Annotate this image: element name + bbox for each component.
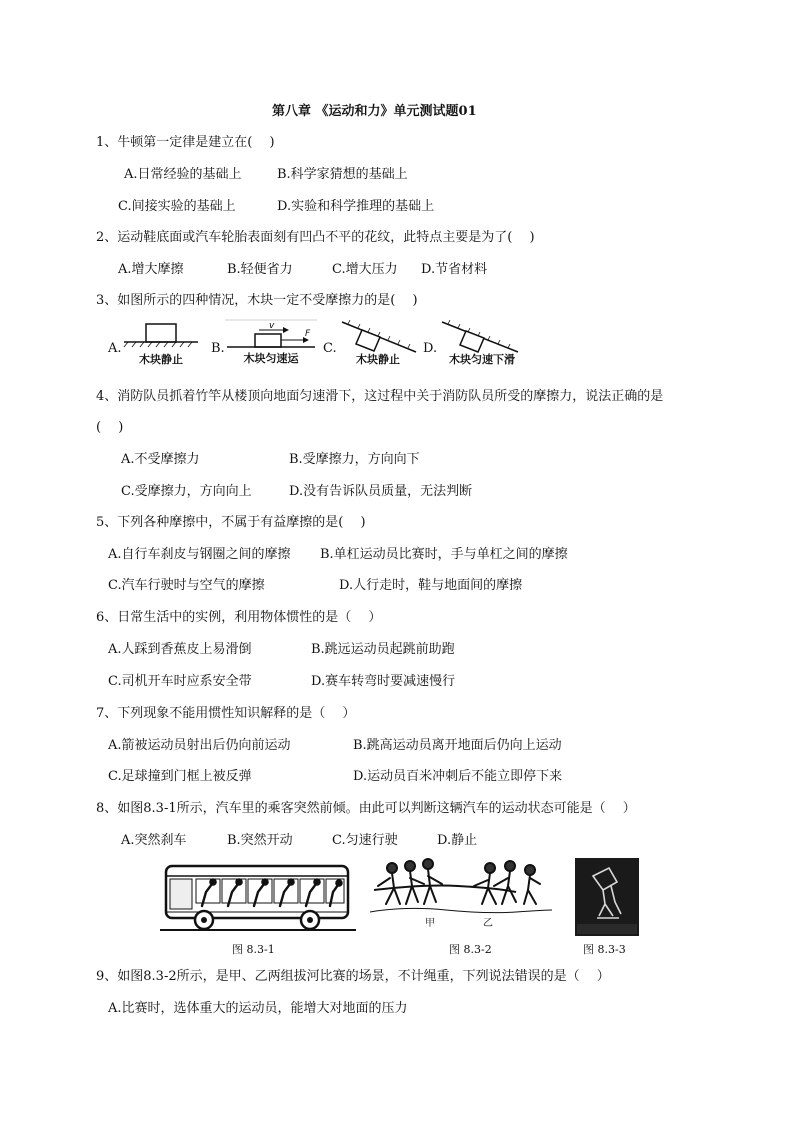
question-4-stem-paren: ( ) bbox=[96, 420, 124, 435]
question-3-option-a: A. bbox=[108, 341, 122, 356]
question-5-option-c: C.汽车行驶时与空气的摩擦 bbox=[108, 578, 265, 593]
question-3-option-b: B. bbox=[211, 341, 225, 356]
question-2-option-b: B.轻便省力 bbox=[227, 262, 293, 277]
block-sliding-incline-figure bbox=[436, 318, 528, 368]
velocity-label: v bbox=[269, 321, 275, 331]
question-4-option-b: B.受摩擦力，方向向下 bbox=[289, 452, 420, 467]
question-1-option-a: A.日常经验的基础上 bbox=[124, 167, 242, 182]
question-9-option-a: A.比赛时，选体重大的运动员，能增大对地面的压力 bbox=[108, 1001, 408, 1016]
question-5-option-a: A.自行车刹皮与钢圈之间的摩擦 bbox=[108, 547, 291, 562]
figure-8-3-3-photo bbox=[575, 858, 639, 936]
question-6-stem: 6、日常生活中的实例，利用物体惯性的是（ ） bbox=[96, 610, 382, 625]
question-2-option-a: A.增大摩擦 bbox=[118, 262, 184, 277]
question-7-stem: 7、下列现象不能用惯性知识解释的是（ ） bbox=[96, 706, 356, 721]
question-1-option-b: B.科学家猜想的基础上 bbox=[277, 167, 408, 182]
question-1-option-c: C.间接实验的基础上 bbox=[118, 199, 236, 214]
figure-c-caption: 木块静止 bbox=[356, 353, 400, 366]
question-8-option-d: D.静止 bbox=[437, 833, 478, 848]
question-9-stem: 9、如图8.3-2所示，是甲、乙两组拔河比赛的场景，不计绳重，下列说法错误的是（ ） bbox=[96, 969, 610, 984]
team-yi-label: 乙 bbox=[483, 918, 493, 928]
question-3-option-c: C. bbox=[323, 341, 337, 356]
question-5-option-d: D.人行走时，鞋与地面间的摩擦 bbox=[339, 578, 523, 593]
question-5-option-b: B.单杠运动员比赛时，手与单杠之间的摩擦 bbox=[320, 547, 568, 562]
tug-of-war-figure bbox=[366, 856, 554, 928]
question-4-option-c: C.受摩擦力，方向向上 bbox=[121, 484, 252, 499]
figure-d-caption: 木块匀速下滑 bbox=[449, 353, 515, 366]
figure-8-3-1-caption: 图 8.3-1 bbox=[232, 943, 275, 956]
question-8-option-c: C.匀速行驶 bbox=[332, 833, 398, 848]
page-title: 第八章 《运动和力》单元测试题01 bbox=[272, 104, 477, 119]
question-7-option-b: B.跳高运动员离开地面后仍向上运动 bbox=[353, 738, 562, 753]
question-3-stem: 3、如图所示的四种情况，木块一定不受摩擦力的是( ) bbox=[96, 293, 418, 308]
question-7-option-d: D.运动员百米冲刺后不能立即停下来 bbox=[353, 769, 563, 784]
question-6-option-d: D.赛车转弯时要减速慢行 bbox=[311, 674, 456, 689]
figure-a-caption: 木块静止 bbox=[139, 353, 183, 366]
question-4-option-a: A.不受摩擦力 bbox=[121, 452, 200, 467]
question-8-option-a: A.突然刹车 bbox=[121, 833, 187, 848]
question-4-option-d: D.没有告诉队员质量，无法判断 bbox=[289, 484, 473, 499]
question-8-stem: 8、如图8.3-1所示，汽车里的乘客突然前倾。由此可以判断这辆汽车的运动状态可能是（ ） bbox=[96, 801, 636, 816]
question-1-option-d: D.实验和科学推理的基础上 bbox=[277, 199, 435, 214]
question-6-option-c: C.司机开车时应系安全带 bbox=[108, 674, 252, 689]
question-3-option-d: D. bbox=[423, 341, 438, 356]
block-pulled-figure bbox=[223, 316, 319, 368]
question-2-option-d: D.节省材料 bbox=[421, 262, 488, 277]
question-5-stem: 5、下列各种摩擦中，不属于有益摩擦的是( ) bbox=[96, 515, 366, 530]
team-jia-label: 甲 bbox=[425, 918, 435, 928]
figure-8-3-3-caption: 图 8.3-3 bbox=[583, 943, 626, 956]
figure-b-caption: 木块匀速运 bbox=[243, 352, 299, 365]
question-1-stem: 1、牛顿第一定律是建立在( ) bbox=[96, 135, 275, 150]
question-8-option-b: B.突然开动 bbox=[227, 833, 293, 848]
block-on-incline-static-figure bbox=[336, 318, 420, 368]
question-6-option-b: B.跳远运动员起跳前助跑 bbox=[311, 642, 455, 657]
question-6-option-a: A.人踩到香蕉皮上易滑倒 bbox=[108, 642, 252, 657]
question-2-option-c: C.增大压力 bbox=[332, 262, 398, 277]
question-4-stem: 4、消防队员抓着竹竿从楼顶向地面匀速滑下，这过程中关于消防队员所受的摩擦力，说法正确的是 bbox=[96, 389, 664, 404]
figure-8-3-2-caption: 图 8.3-2 bbox=[449, 943, 492, 956]
question-7-option-c: C.足球撞到门框上被反弹 bbox=[108, 769, 252, 784]
bus-passengers-figure bbox=[160, 862, 356, 938]
block-on-ground-figure bbox=[122, 320, 200, 368]
force-label: F bbox=[305, 329, 311, 339]
question-2-stem: 2、运动鞋底面或汽车轮胎表面刻有凹凸不平的花纹，此特点主要是为了( ) bbox=[96, 230, 535, 245]
question-7-option-a: A.箭被运动员射出后仍向前运动 bbox=[108, 738, 291, 753]
velocity-arrow-icon bbox=[283, 327, 289, 333]
